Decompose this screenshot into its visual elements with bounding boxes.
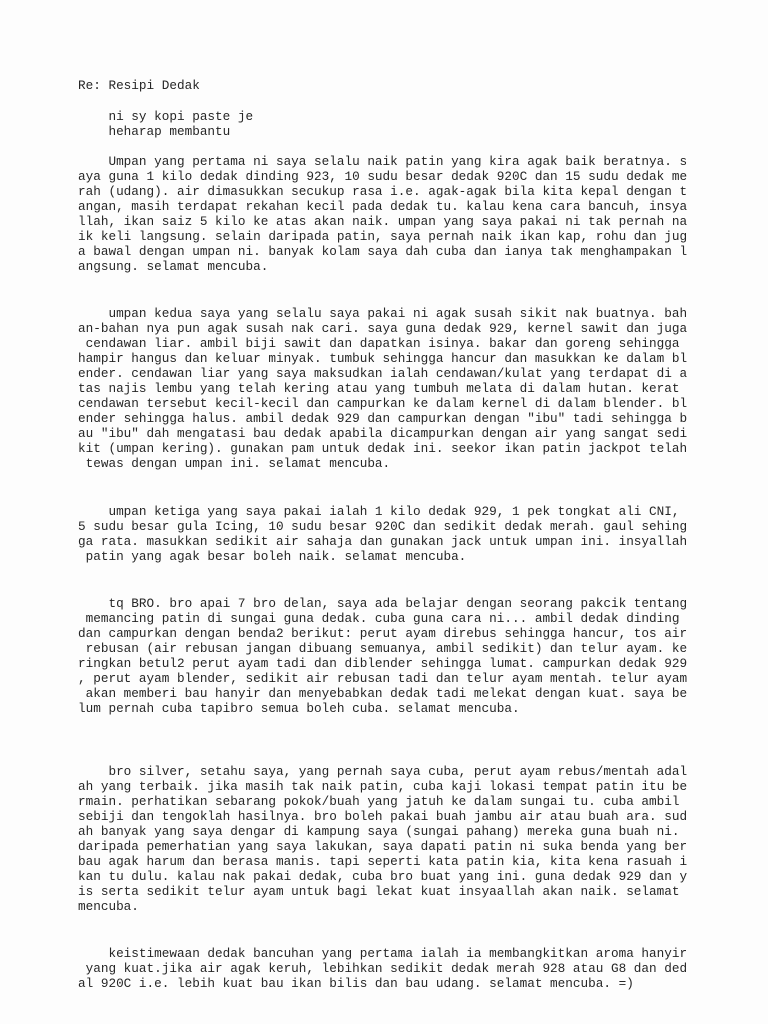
text-line: keistimewaan dedak bancuhan yang pertama ialah ia membangkitkan aroma hanyir — [78, 946, 688, 961]
post-title: Re: Resipi Dedak — [78, 78, 200, 93]
text-line: akan memberi bau hanyir dan menyebabkan dedak tadi melekat dengan kuat. saya be — [78, 686, 688, 701]
text-line: is serta sedikit telur ayam untuk bagi lekat kuat insyaallah akan naik. selamat — [78, 884, 680, 899]
intro-line: ni sy kopi paste je — [78, 109, 254, 124]
text-line: ah banyak yang saya dengar di kampung saya (sungai pahang) mereka guna buah ni. — [78, 824, 680, 839]
text-line: mencuba. — [78, 899, 139, 914]
text-line: ga rata. masukkan sedikit air sahaja dan gunakan jack untuk umpan ini. insyallah — [78, 534, 688, 549]
text-line: an-bahan nya pun agak susah nak cari. saya guna dedak 929, kernel sawit dan juga — [78, 321, 688, 336]
text-line: memancing patin di sungai guna dedak. cuba guna cara ni... ambil dedak dinding — [78, 611, 680, 626]
text-line: angsung. selamat mencuba. — [78, 259, 269, 274]
text-line: rebusan (air rebusan jangan dibuang semuanya, ambil sedikit) dan telur ayam. ke — [78, 641, 688, 656]
text-line: ender sehingga halus. ambil dedak 929 dan campurkan dengan "ibu" tadi sehingga b — [78, 411, 688, 426]
text-line: umpan ketiga yang saya pakai ialah 1 kilo dedak 929, 1 pek tongkat ali CNI, — [78, 504, 680, 519]
text-line: a bawal dengan umpan ni. banyak kolam saya dah cuba dan ianya tak menghampakan l — [78, 244, 688, 259]
text-line: rmain. perhatikan sebarang pokok/buah yang jatuh ke dalam sungai tu. cuba ambil — [78, 794, 680, 809]
text-line: tq BRO. bro apai 7 bro delan, saya ada belajar dengan seorang pakcik tentang — [78, 596, 688, 611]
text-line: daripada pemerhatian yang saya lakukan, saya dapati patin ni suka benda yang ber — [78, 839, 688, 854]
text-line: tewas dengan umpan ini. selamat mencuba. — [78, 456, 391, 471]
text-line: bro silver, setahu saya, yang pernah saya cuba, perut ayam rebus/mentah adal — [78, 764, 688, 779]
text-line: , perut ayam blender, sedikit air rebusan tadi dan telur ayam mentah. telur ayam — [78, 671, 688, 686]
text-line: sebiji dan tengoklah hasilnya. bro boleh pakai buah jambu air atau buah ara. sud — [78, 809, 688, 824]
text-line: tas najis lembu yang telah kering atau yang tumbuh melata di dalam hutan. kerat — [78, 381, 680, 396]
text-line: 5 sudu besar gula Icing, 10 sudu besar 920C dan sedikit dedak merah. gaul sehing — [78, 519, 688, 534]
text-line: ik keli langsung. selain daripada patin, saya pernah naik ikan kap, rohu dan jug — [78, 229, 688, 244]
intro-line: heharap membantu — [78, 124, 231, 139]
text-line: ender. cendawan liar yang saya maksudkan ialah cendawan/kulat yang terdapat di a — [78, 366, 688, 381]
text-line: dan campurkan dengan benda2 berikut: perut ayam direbus sehingga hancur, tos air — [78, 626, 688, 641]
text-line: Umpan yang pertama ni saya selalu naik patin yang kira agak baik beratnya. s — [78, 154, 688, 169]
text-line: kan tu dulu. kalau nak pakai dedak, cuba bro buat yang ini. guna dedak 929 dan y — [78, 869, 688, 884]
text-line: ringkan betul2 perut ayam tadi dan diblender sehingga lumat. campurkan dedak 929 — [78, 656, 688, 671]
text-line: kit (umpan kering). gunakan pam untuk dedak ini. seekor ikan patin jackpot telah — [78, 441, 688, 456]
text-line: hampir hangus dan keluar minyak. tumbuk sehingga hancur dan masukkan ke dalam bl — [78, 351, 688, 366]
text-line: yang kuat.jika air agak keruh, lebihkan sedikit dedak merah 928 atau G8 dan ded — [78, 961, 688, 976]
text-line: patin yang agak besar boleh naik. selamat mencuba. — [78, 549, 467, 564]
text-line: ah yang terbaik. jika masih tak naik patin, cuba kaji lokasi tempat patin itu be — [78, 779, 688, 794]
text-line: umpan kedua saya yang selalu saya pakai ni agak susah sikit nak buatnya. bah — [78, 306, 688, 321]
text-line: cendawan tersebut kecil-kecil dan campurkan ke dalam kernel di dalam blender. bl — [78, 396, 688, 411]
text-line: llah, ikan saiz 5 kilo ke atas akan naik. umpan yang saya pakai ni tak pernah na — [78, 214, 688, 229]
text-line: cendawan liar. ambil biji sawit dan dapatkan isinya. bakar dan goreng sehingga — [78, 336, 680, 351]
text-line: al 920C i.e. lebih kuat bau ikan bilis dan bau udang. selamat mencuba. =) — [78, 976, 634, 991]
text-line: bau agak harum dan berasa manis. tapi seperti kata patin kia, kita kena rasuah i — [78, 854, 688, 869]
text-line: rah (udang). air dimasukkan secukup rasa i.e. agak-agak bila kita kepal dengan t — [78, 184, 688, 199]
text-line: lum pernah cuba tapibro semua boleh cuba. selamat mencuba. — [78, 701, 520, 716]
text-line: aya guna 1 kilo dedak dinding 923, 10 sudu besar dedak 920C dan 15 sudu dedak me — [78, 169, 688, 184]
text-line: angan, masih terdapat rekahan kecil pada dedak tu. kalau kena cara bancuh, insya — [78, 199, 688, 214]
text-line: au "ibu" dah mengatasi bau dedak apabila dicampurkan dengan air yang sangat sedi — [78, 426, 688, 441]
